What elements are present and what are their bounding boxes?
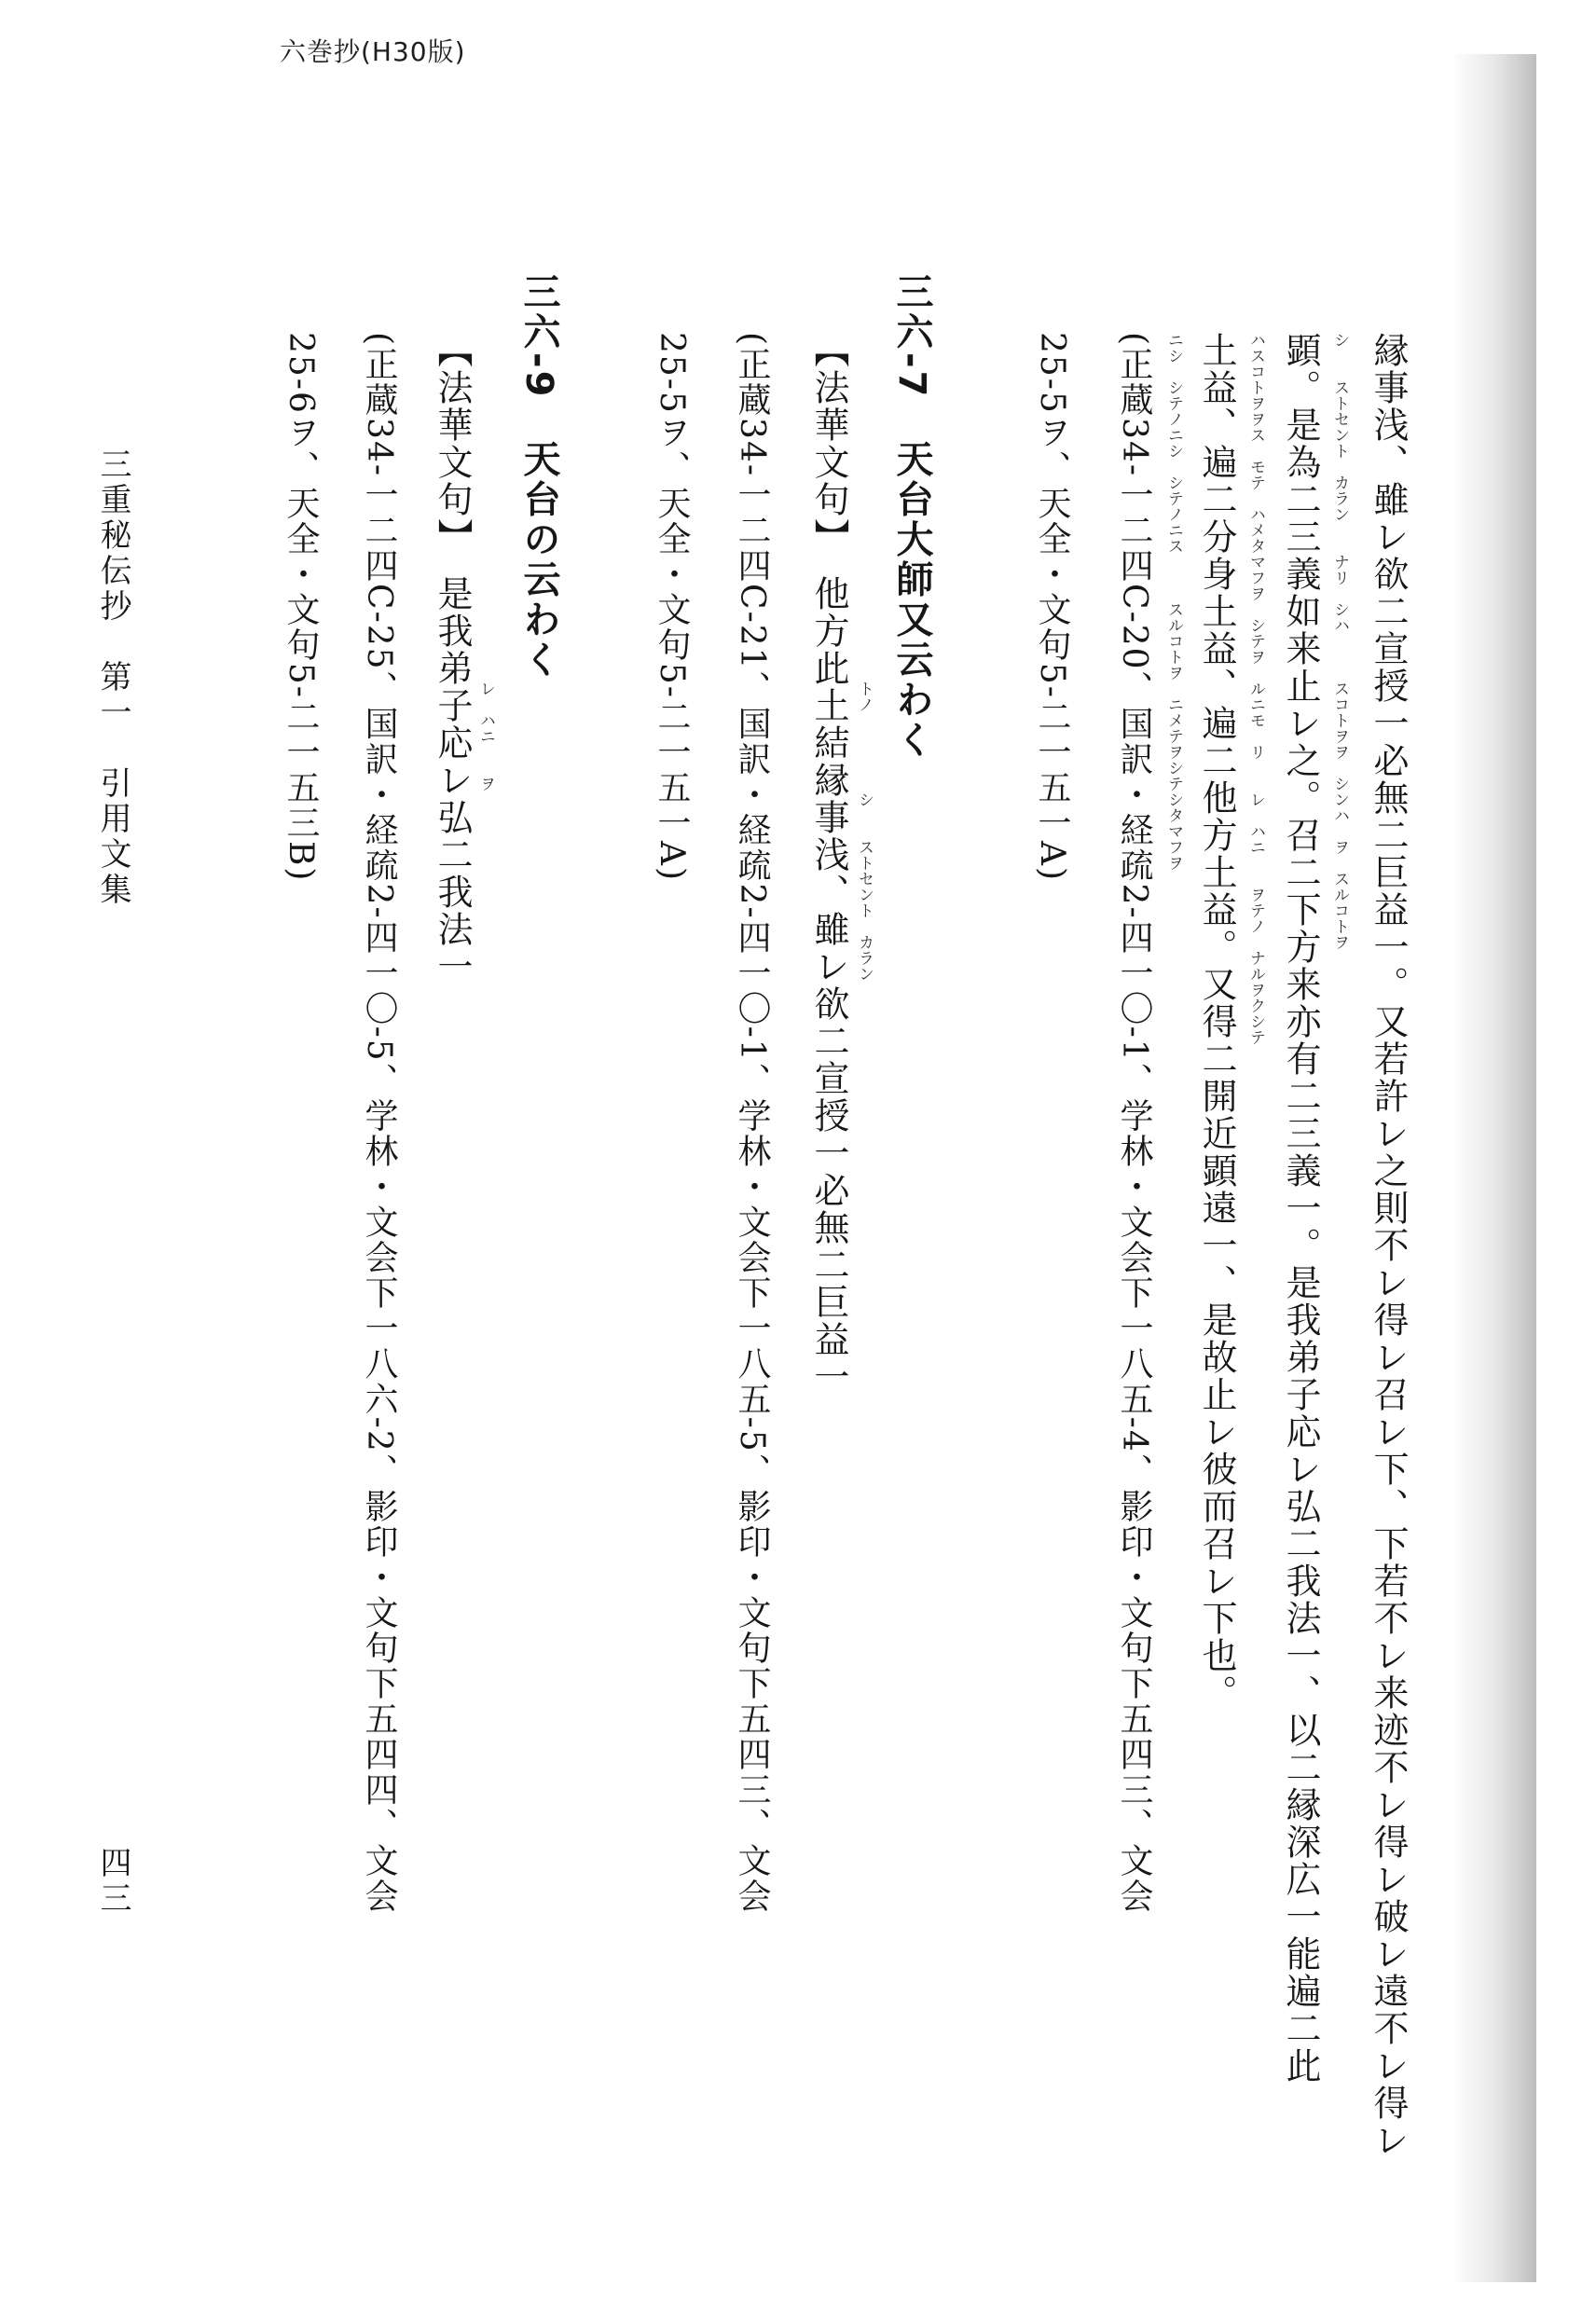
page-number: 四三 [94, 1846, 131, 1917]
running-head: 六巻抄(H30版) [280, 36, 466, 67]
passage-line-1: 縁事浅、雖レ欲二宣授一必無二巨益一。又若許レ之則不レ得レ召レ下、下若不レ来迹不レ得レ破レ遠不レ得レ [1368, 332, 1409, 2159]
section-7-reference-line-1: (正蔵34-一二四C-21、国訳・経疏2-四一〇-1、学林・文会下一八五-5、影印・文句下五四三、文会 [733, 332, 771, 1914]
section-9-ruby: レ ハニ ヲ [476, 681, 495, 791]
passage-ruby-2: ハスコトヲヲス モテ ハメタマフヲ シテヲ ルニモ リ レ ハニ ヲテノ ナルヲクシテ [1246, 332, 1265, 1045]
section-7-reference-line-2: 25-5ヲ、天全・文句5-二一五一A) [653, 332, 691, 882]
book-title-footer: 三重秘伝抄 第一 引用文集 [94, 447, 131, 908]
section-7-ruby: トノ シ ストセント カラン [855, 681, 874, 982]
passage-ruby-3: ニシ シテノニシ シテノニス スルコトヲ ニメテヲシテシタマフヲ [1164, 332, 1183, 871]
passage-ruby-1: シ ストセント カラン ナリ シハ スコトヲヲ シンハ ヲ スルコトヲ [1330, 332, 1349, 950]
passage-line-3: 土益、遍二分身土益、遍二他方土益。又得二開近顕遠一、是故止レ彼而召レ下也。 [1196, 332, 1237, 1712]
passage-reference-line-1: (正蔵34-一二四C-20、国訳・経疏2-四一〇-1、学林・文会下一八五-4、影印・文句下五四三、文会 [1115, 332, 1153, 1914]
page-edge-shadow [1451, 54, 1536, 2282]
section-9-reference-line-1: (正蔵34-一二四C-25、国訳・経疏2-四一〇-5、学林・文会下一八六-2、影印・文句下五四四、文会 [360, 332, 398, 1914]
passage-reference-line-2: 25-5ヲ、天全・文句5-二一五一A) [1033, 332, 1071, 882]
section-heading-36-9: 三六-9 天台の云わく [517, 272, 560, 681]
section-heading-36-7: 三六-7 天台大師又云わく [890, 272, 933, 761]
section-9-text: 【法華文句】 是我弟子応レ弘二我法一 [432, 332, 473, 985]
section-7-text: 【法華文句】 他方此土結縁事浅、雖レ欲二宣授一必無二巨益一 [808, 332, 849, 1396]
passage-line-2: 顕。是為二三義如来止レ之。召二下方来亦有二三義一。是我弟子応レ弘二我法一、以二縁深広一能遍二此 [1280, 332, 1321, 2085]
section-9-reference-line-2: 25-6ヲ、天全・文句5-二一五三B) [282, 332, 320, 883]
